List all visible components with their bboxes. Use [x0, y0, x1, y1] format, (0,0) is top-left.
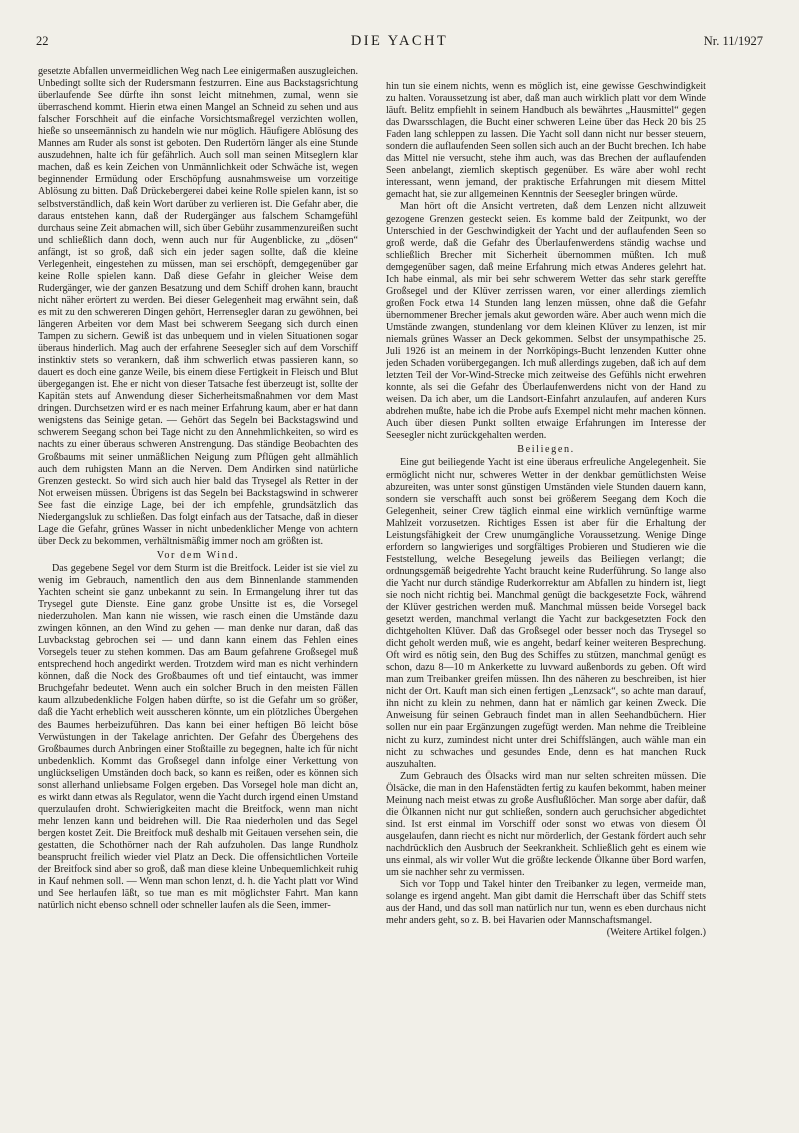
- paragraph: gesetzte Abfallen unvermeidlichen Weg nach Lee einigermaßen auszugleichen. Unbedingt sollte sich der Rudersmann festzurren. Eine aus Backstagsrichtung überlaufende See dürfte ihn sonst leicht mitnehmen, zumal, wenn sie überraschend kommt. Hierin etwa einen Mangel an Schneid zu sehen und aus falscher Forschheit auf die einfache Vorsichtsmaßregel verzichten wollen, hieße so unseemännisch zu handeln wie nur möglich. Häufigere Ablösung des Mannes am Ruder als sonst ist geboten. Den Rudertörn länger als eine Stunde auszudehnen, halte ich für gefährlich. Auch soll man seinen Mitseglern klar machen, daß es kein Zeichen von Unmännlichkeit oder Schwäche ist, wegen beginnender Ermüdung oder Erschöpfung ausnahmsweise um vorzeitige Ablösung zu bitten. Daß Drückebergerei dabei keine Rolle spielen kann, ist so selbstverständlich, daß kein Wort darüber zu verlieren ist. Die Gefahr aber, die daraus entstehen kann, daß der Rudergänger aus falschem Schamgefühl durchaus seine Zeit abmachen will, sich über Gebühr zusammenzureißen sucht und schließlich dann doch, wenn auch nur für Augenblicke, zu „dösen“ anfängt, ist so groß, daß sich ein jeder sagen sollte, daß die kleine Verlegenheit, eingestehen zu müssen, man sei erschöpft, demgegenüber gar keine Rolle spielen kann. Daß diese Gefahr in gleicher Weise dem Rudergänger, wie der ganzen Besatzung und dem Schiff drohen kann, braucht nicht näher erörtert zu werden. Bei dieser Gelegenheit mag erwähnt sein, daß es mit zu den schwereren Dingen gehört, Herrensegler daran zu gewöhnen, bei längeren Arbeiten vor dem Mast bei schwerem Seegang sich durch einen Tampen zu sichern. Gewiß ist das unbequem und in vielen Situationen sogar überaus hinderlich. Mag auch der erfahrene Seesegler sich auf dem Vorschiff instinktiv stets so verankern, daß ihm schwerlich etwas passieren kann, so dauert es doch eine ganze Weile, bis einem diese Fertigkeit in Fleisch und Blut übergegangen ist. Ehe er nicht von dieser Tatsache fest überzeugt ist, sollte der Kapitän stets auf Anwendung dieser Sicherheitsmaßnahmen vor dem Mast dringen. Durchsetzen wird er es nach meiner Erfahrung kaum, aber er hat dann wenigstens das Seinige getan. — Gehört das Segeln bei Backstagswind und schwerem Seegang schon bei Tage nicht zu den Annehmlichkeiten, so wird es nachts zu einer überaus schweren Anstrengung. Das ständige Beobachten des Großbaums mit seiner unmäßlichen Neigung zum Pflügen geht allmählich auch dem ruhigsten Mann an die Nerven. Dem Andirken sind natürliche Grenzen gesteckt. So wird sich auch hier bald das Trysegel als Retter in der Not erweisen müssen. Übrigens ist das Segeln bei Backstagswind in schwerer See fast die einzige Lage, bei der ich empfehle, grundsätzlich das Niedergangsluk zu schließen. Das folgt einfach aus der Tatsache, daß in dieser Lage die Gefahr, grünes Wasser in nicht unbedenklicher Menge von achtern über Deck zu bekommen, verhältnismäßig immer noch am größten ist.: [38, 66, 358, 547]
- paragraph: Zum Gebrauch des Ölsacks wird man nur selten schreiten müssen. Die Ölsäcke, die man in den Hafenstädten fertig zu kaufen bekommt, haben meiner Meinung nach meist etwas zu große Ausflußlöcher. Man sorge aber dafür, daß die Ölkannen nicht nur gut schließen, sondern auch geruchsicher abgedichtet sind. Ist erst einmal im Vorschiff oder sonst wo etwas von diesem Öl ausgelaufen, dann riecht es nicht nur mörderlich, der Gestank fördert auch sehr nachdrücklich den Ausbruch der Seekrankheit. Schließlich geht es einem wie uns einmal, als wir voller Wut die größte leckende Ölkanne über Bord warfen, um sie nachher sehr zu vermissen.: [386, 770, 706, 879]
- continuation-note: (Weitere Artikel folgen.): [606, 927, 706, 939]
- paragraph: Eine gut beiliegende Yacht ist eine überaus erfreuliche Angelegenheit. Sie ermöglicht nicht nur, schweres Wetter in der denkbar gemütlichsten Weise abzureiten, was unter sonst günstigen Umständen viele Stunden dauern kann, sondern sie verschafft auch sonst bei größerem Seegang dem Koch die Gelegenheit, seiner Crew täglich einmal eine wirklich vernünftige warme Mahlzeit vorzusetzen. Richtiges Essen ist aber für die Erhaltung der Leistungsfähigkeit der Crew unumgängliche Voraussetzung. Wenige Dinge erfordern so langwieriges und sorgfältiges Probieren und Studieren wie die Feststellung, welche Besegelung jeweils das Beiliegen verlangt; die ordnungsgemäß beigedrehte Yacht braucht keine Ruderführung. So lange also die Yacht nur durch ständige Ruderkorrektur am Abfallen zu hindern ist, liegt sie noch nicht richtig bei. Manchmal genügt die backgesetzte Fock, während der Klüver gestrichen werden muß. Manchmal müssen beide Vorsegel back gesetzt werden, manchmal verlangt die Yacht zur backgesetzten Fock den dichtgeholten Klüver. Daß das Großsegel oder besser noch das Trysegel so dicht geholt werden muß, wie es angeht, bedarf keiner weiteren Besprechung. Oft wird es nötig sein, den Bug des Schiffes zu stützen, manchmal genügt es schon, dazu 8—10 m Ankerkette zu luvward außenbords zu geben. Oft wird man zum Treibanker greifen müssen. Ihn des näheren zu beschreiben, ist hier nicht der Ort. Kauft man sich einen fertigen „Lenzsack“, so achte man darauf, ihn nicht zu klein zu nehmen, dann hat er nämlich gar keinen Zweck. Die Anweisung für seinen Gebrauch findet man in allen Seehandbüchern. Hier sollen nur ein paar Ergänzungen zugefügt werden. Man nehme die Treibleine nicht zu kurz, zumindest nicht unter drei Schiffslängen, auch wähle man ein nicht zu schwaches und gesundes Ende, denn es hat manchen Ruck auszuhalten.: [386, 457, 706, 770]
- page-number: 22: [36, 34, 49, 48]
- paragraph: Sich vor Topp und Takel hinter den Treibanker zu legen, vermeide man, solange es irgend angeht. Man gibt damit die Herrschaft über das Schiff stets aus der Hand, und das soll man natürlich nur tun, wenn es eben durchaus nicht mehr anders geht, so z. B. bei Havarien oder Mannschaftsmangel.: [386, 879, 706, 927]
- page-header: [36, 34, 763, 52]
- section-heading-vor-dem-wind: Vor dem Wind.: [156, 549, 240, 561]
- paragraph: Das gegebene Segel vor dem Sturm ist die Breitfock. Leider ist sie viel zu wenig im Gebrauch, namentlich den aus dem Binnenlande stammenden Yachten scheint sie ganz unbekannt zu sein. In Ermangelung ihrer tut das Trysegel gute Dienste. Eine ganz grobe Unsitte ist es, die Vorsegel niederzuholen. Man kann nie wissen, wie rasch einen die Umstände dazu zwingen können, an den Wind zu gehen — man denke nur daran, daß das Luvbackstag gebrochen sei — und dann kann einem das Fehlen eines Vorsegels teuer zu stehen kommen. Das am Baum gefahrene Großsegel muß entsprechend hoch angedirkt werden. Trotzdem wird man es nicht verhindern können, daß die Nock des Großbaumes oft und tief eintaucht, was immer Bruchgefahr bedeutet. Wenn auch ein solcher Bruch in den meisten Fällen kaum allzubedenkliche Folgen haben dürfte, so ist die Gefahr um so größer, daß die Yacht erheblich weit ausscheren könnte, um ein plötzliches Übergehen des Baumes herbeizuführen. Das kann bei einer heftigen Bö leicht böse Verwüstungen in der Takelage anrichten. Der Gefahr des Übergehens des Großbaumes durch Anbringen einer Stoßtaille zu begegnen, halte ich für nicht unbedenklich. Kommt das Großsegel dann infolge einer Verkettung von unglückseligen Umständen doch back, so kann es reißen, oder es können sich sonst allerhand unliebsame Folgen ergeben. Das Vorsegel hole man dicht an, es wirkt dann etwas als Regulator, wenn die Yacht durch irgend einen Umstand querzulaufen droht. Schwierigkeiten macht die Breitfock, wenn man nicht mehr lenzen kann und beidrehen will. Die Raa niederholen und das Segel bergen kostet Zeit. Die Breitfock muß deshalb mit Geitauen versehen sein, die gestatten, die Schothörner nach der Rah aufzuholen. Das lange Rundholz beansprucht freilich wieder viel Platz an Deck. Die offensichtlichen Vorteile der Breitfock sind aber so groß, daß man diese kleine Unbequemlichkeit ruhig in Kauf nehmen soll. — Wenn man schon lenzt, d. h. die Yacht platt vor Wind und See herlaufen läßt, so tue man es mit möglichster Fahrt. Man kann natürlich nicht ebenso schnell oder schneller laufen als die Seen, immer-: [38, 562, 358, 912]
- issue-number: Nr. 11/1927: [703, 34, 763, 48]
- paragraph: hin tun sie einem nichts, wenn es möglich ist, eine gewisse Geschwindigkeit zu halten. Voraussetzung ist aber, daß man auch wirklich platt vor dem Winde läuft. Belitz empfiehlt in seinem Handbuch als bewährtes „Hausmittel“ gegen das Dwarsschlagen, die Bucht einer schweren Leine über das Heck 20 bis 25 Faden lang schleppen zu lassen. Die Yacht soll dann nicht nur besser steuern, sondern die auflaufenden Seen sollen sich auch an der Bucht brechen. Ich habe das Mittel nie versucht, stehe ihm auch, was das Brechen der auflaufenden Seen anbelangt, ziemlich skeptisch gegenüber. Es wäre aber wohl recht interessant, wenn jemand, der praktische Erfahrungen mit diesem Mittel gemacht hat, sie zur allgemeinen Kenntnis der Seesegler bringen würde.: [386, 81, 706, 201]
- magazine-title: DIE YACHT: [350, 33, 449, 49]
- paragraph: Man hört oft die Ansicht vertreten, daß dem Lenzen nicht allzuweit gezogene Grenzen gesteckt seien. Es komme bald der Zeitpunkt, wo der Unterschied in der Geschwindigkeit der Yacht und der auflaufenden Seen so groß werde, daß die Gefahr des Überlaufenwerdens ständig wachse und schließlich Brecher mit Sicherheit übernommen müßten. Ich muß demgegenüber sagen, daß meine Erfahrung mich etwas Anderes gelehrt hat. Ich habe einmal, als mir bei sehr schwerem Wetter das sehr stark gereffte Großsegel und der Klüver zerrissen waren, vor einer allerdings ziemlich großen Fock etwa 14 Stunden lang lenzen müssen, ohne daß die Gefahr übernommener Brecher jemals akut geworden wäre. Aber auch wenn mich die Umstände zwangen, stundenlang vor dem kleinen Klüver zu lenzen, ist mir niemals grünes Wasser an Deck gekommen. Selbst der unsympathische 25. Juli 1926 ist an meinem in der Norrköpings-Bucht lenzenden Kutter ohne jeden Schaden vorübergegangen. Ich muß allerdings zugeben, daß ich auf dem letzten Teil der Vor-Wind-Strecke mich zeitweise des Gefühls nicht erwehren konnte, als sei die Gefahr des Überlaufenwerdens nicht von der Hand zu weisen. Da ich aber, um die Landsort-Einfahrt anzulaufen, auf anderen Kurs abdrehen mußte, habe ich die Probe aufs Exempel nicht mehr machen können. Auch über diesen Punkt sollten etwaige Erfahrungen im Interesse der Seesegler nicht zurückgehalten werden.: [386, 201, 706, 442]
- left-column: [38, 66, 358, 1106]
- section-heading-beiliegen: Beiliegen.: [517, 444, 575, 456]
- right-column: [386, 81, 706, 1121]
